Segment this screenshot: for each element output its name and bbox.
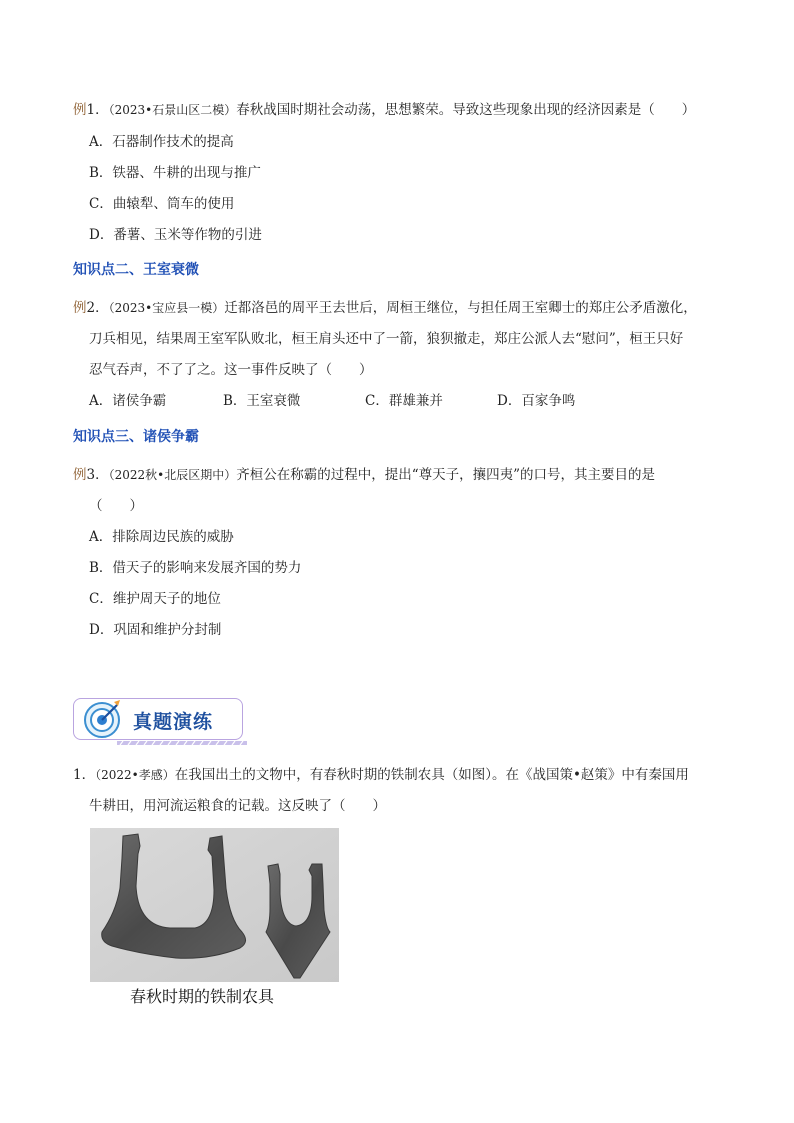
example-question: 齐桓公在称霸的过程中，提出“尊天子，攘四夷”的口号，其主要目的是: [236, 467, 656, 483]
option-c: C．曲辕犁、筒车的使用: [89, 196, 235, 212]
option-b: B．借天子的影响来发展齐国的势力: [89, 560, 302, 576]
question-text-line: 牛耕田，用河流运粮食的记载。这反映了（ ）: [89, 798, 386, 814]
example-number: 3．: [86, 467, 109, 483]
question-1-stem: [73, 766, 689, 784]
option-b: B．铁器、牛耕的出现与推广: [89, 165, 261, 181]
example-lead: 例: [73, 467, 87, 483]
example-lead: 例: [73, 300, 87, 316]
example-2-stem: [73, 299, 697, 317]
example-source: （2023•石景山区二模）: [108, 103, 237, 117]
example-question: 迁都洛邑的周平王去世后，周桓王继位，与担任周王室卿士的郑庄公矛盾激化，: [224, 300, 697, 316]
example-question-line: 刀兵相见，结果周王室军队败北，桓王肩头还中了一箭，狼狈撤走，郑庄公派人去“慰问”，桓王只好: [89, 331, 684, 347]
figure-caption: 春秋时期的铁制农具: [130, 987, 275, 1006]
banner-title: 真题演练: [133, 711, 214, 733]
knowledge-point-heading: 知识点三、诸侯争霸: [73, 429, 199, 445]
section-banner: [73, 696, 249, 746]
example-question-line: 忍气吞声，不了了之。这一事件反映了（ ）: [89, 362, 373, 378]
example-number: 2．: [86, 300, 109, 316]
banner-underline: [117, 740, 247, 746]
option-d: D．百家争鸣: [497, 393, 576, 409]
example-source: （2022秋•北辰区期中）: [108, 468, 237, 482]
option-c: C．群雄兼并: [365, 393, 443, 409]
example-number: 1．: [86, 102, 109, 118]
option-d: D．番薯、玉米等作物的引进: [89, 227, 262, 243]
example-1-stem: [73, 101, 695, 119]
question-number: 1．: [73, 767, 96, 783]
iron-tools-photo: [90, 828, 339, 982]
option-b: B．王室衰微: [223, 393, 301, 409]
example-3-stem: [73, 466, 655, 484]
option-a: A．诸侯争霸: [89, 393, 167, 409]
example-source: （2023•宝应县一模）: [108, 301, 225, 315]
example-question-line: （ ）: [89, 498, 143, 514]
target-icon: [83, 696, 123, 740]
example-question: 春秋战国时期社会动荡，思想繁荣。导致这些现象出现的经济因素是（ ）: [236, 102, 696, 118]
question-source: （2022•孝感）: [95, 768, 175, 782]
option-c: C．维护周天子的地位: [89, 591, 221, 607]
option-a: A．排除周边民族的威胁: [89, 529, 234, 545]
example-lead: 例: [73, 102, 87, 118]
option-a: A．石器制作技术的提高: [89, 134, 234, 150]
knowledge-point-heading: 知识点二、王室衰微: [73, 262, 199, 278]
option-d: D．巩固和维护分封制: [89, 622, 222, 638]
question-text: 在我国出土的文物中，有春秋时期的铁制农具（如图）。在《战国策•赵策》中有秦国用: [174, 767, 689, 783]
